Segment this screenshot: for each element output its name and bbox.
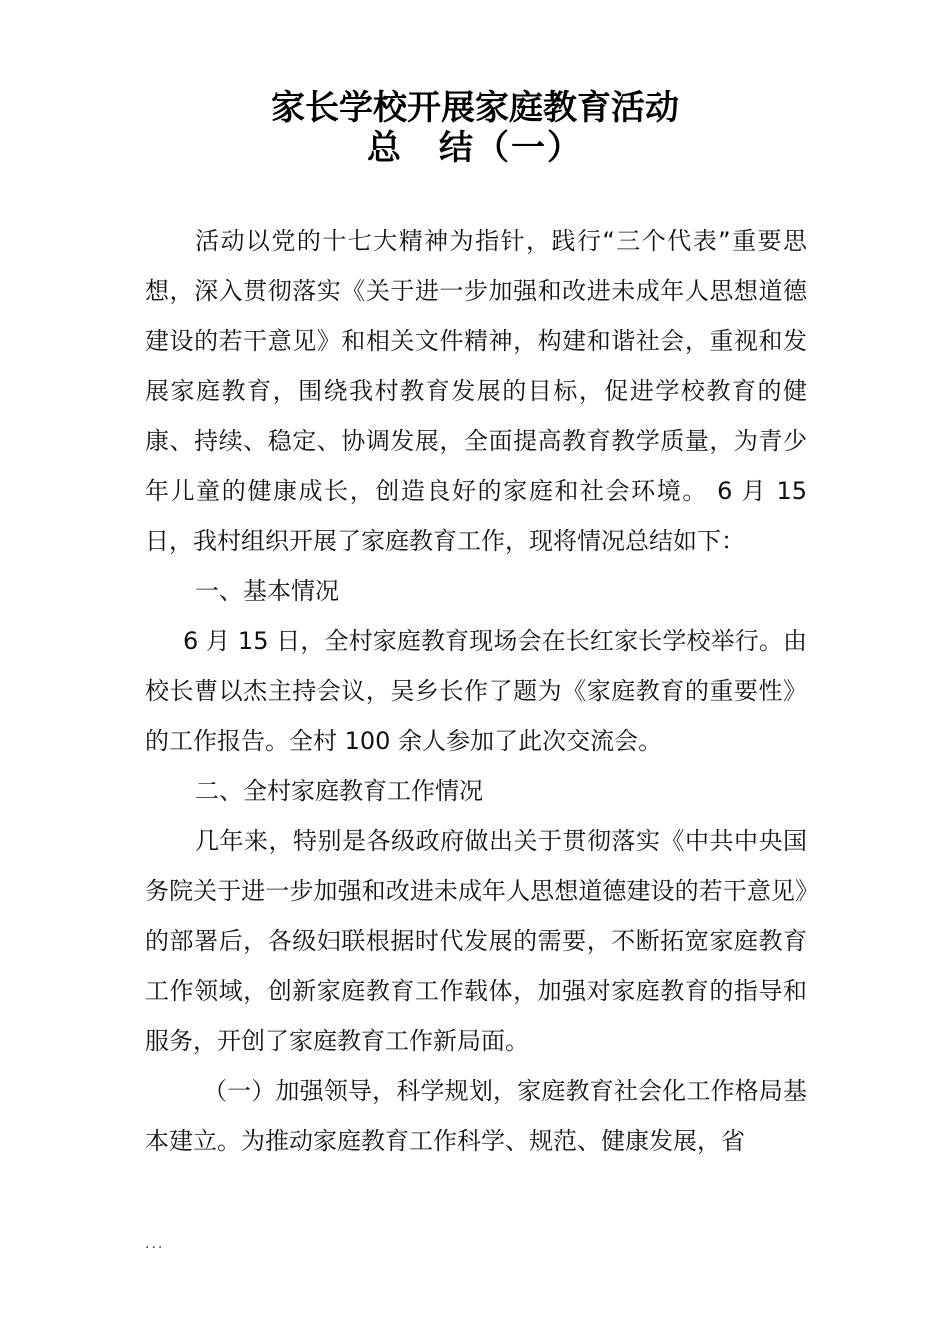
continuation-ellipsis: ... bbox=[145, 1236, 165, 1252]
document-subtitle: 总 结（一） bbox=[367, 128, 583, 168]
section-heading-basic: 一、基本情况 bbox=[195, 577, 339, 605]
basic-situation-paragraph: 6 月 15 日，全村家庭教育现场会在长红家长学校举行。由校长曹以杰主持会议，吴乡长作了题为《家庭教育的重要性》的工作报告。全村 100 余人参加了此次交流会。 bbox=[145, 627, 807, 755]
document-title: 家长学校开展家庭教育活动 bbox=[271, 88, 679, 128]
point-one-paragraph: （一）加强领导，科学规划，家庭教育社会化工作格局基本建立。为推动家庭教育工作科学、规范、健康发展，省 bbox=[145, 1077, 807, 1155]
section-heading-work: 二、全村家庭教育工作情况 bbox=[195, 777, 483, 805]
intro-paragraph: 活动以党的十七大精神为指针，践行“三个代表”重要思想，深入贯彻落实《关于进一步加强和改进未成年人思想道德建设的若干意见》和相关文件精神，构建和谐社会，重视和发展家庭教育，围绕我村教育发展的目标，促进学校教育的健康、持续、稳定、协调发展，全面提高教育教学质量，为青少年儿童的健康成长，创造良好的家庭和社会环境。 6 月 15 日，我村组织开展了家庭教育工作，现将情况总结如下： bbox=[145, 227, 807, 555]
document-body bbox=[145, 216, 807, 1166]
years-paragraph: 几年来，特别是各级政府做出关于贯彻落实《中共中央国务院关于进一步加强和改进未成年人思想道德建设的若干意见》的部署后，各级妇联根据时代发展的需要，不断拓宽家庭教育工作领域，创新家庭教育工作载体，加强对家庭教育的指导和服务，开创了家庭教育工作新局面。 bbox=[145, 827, 807, 1055]
